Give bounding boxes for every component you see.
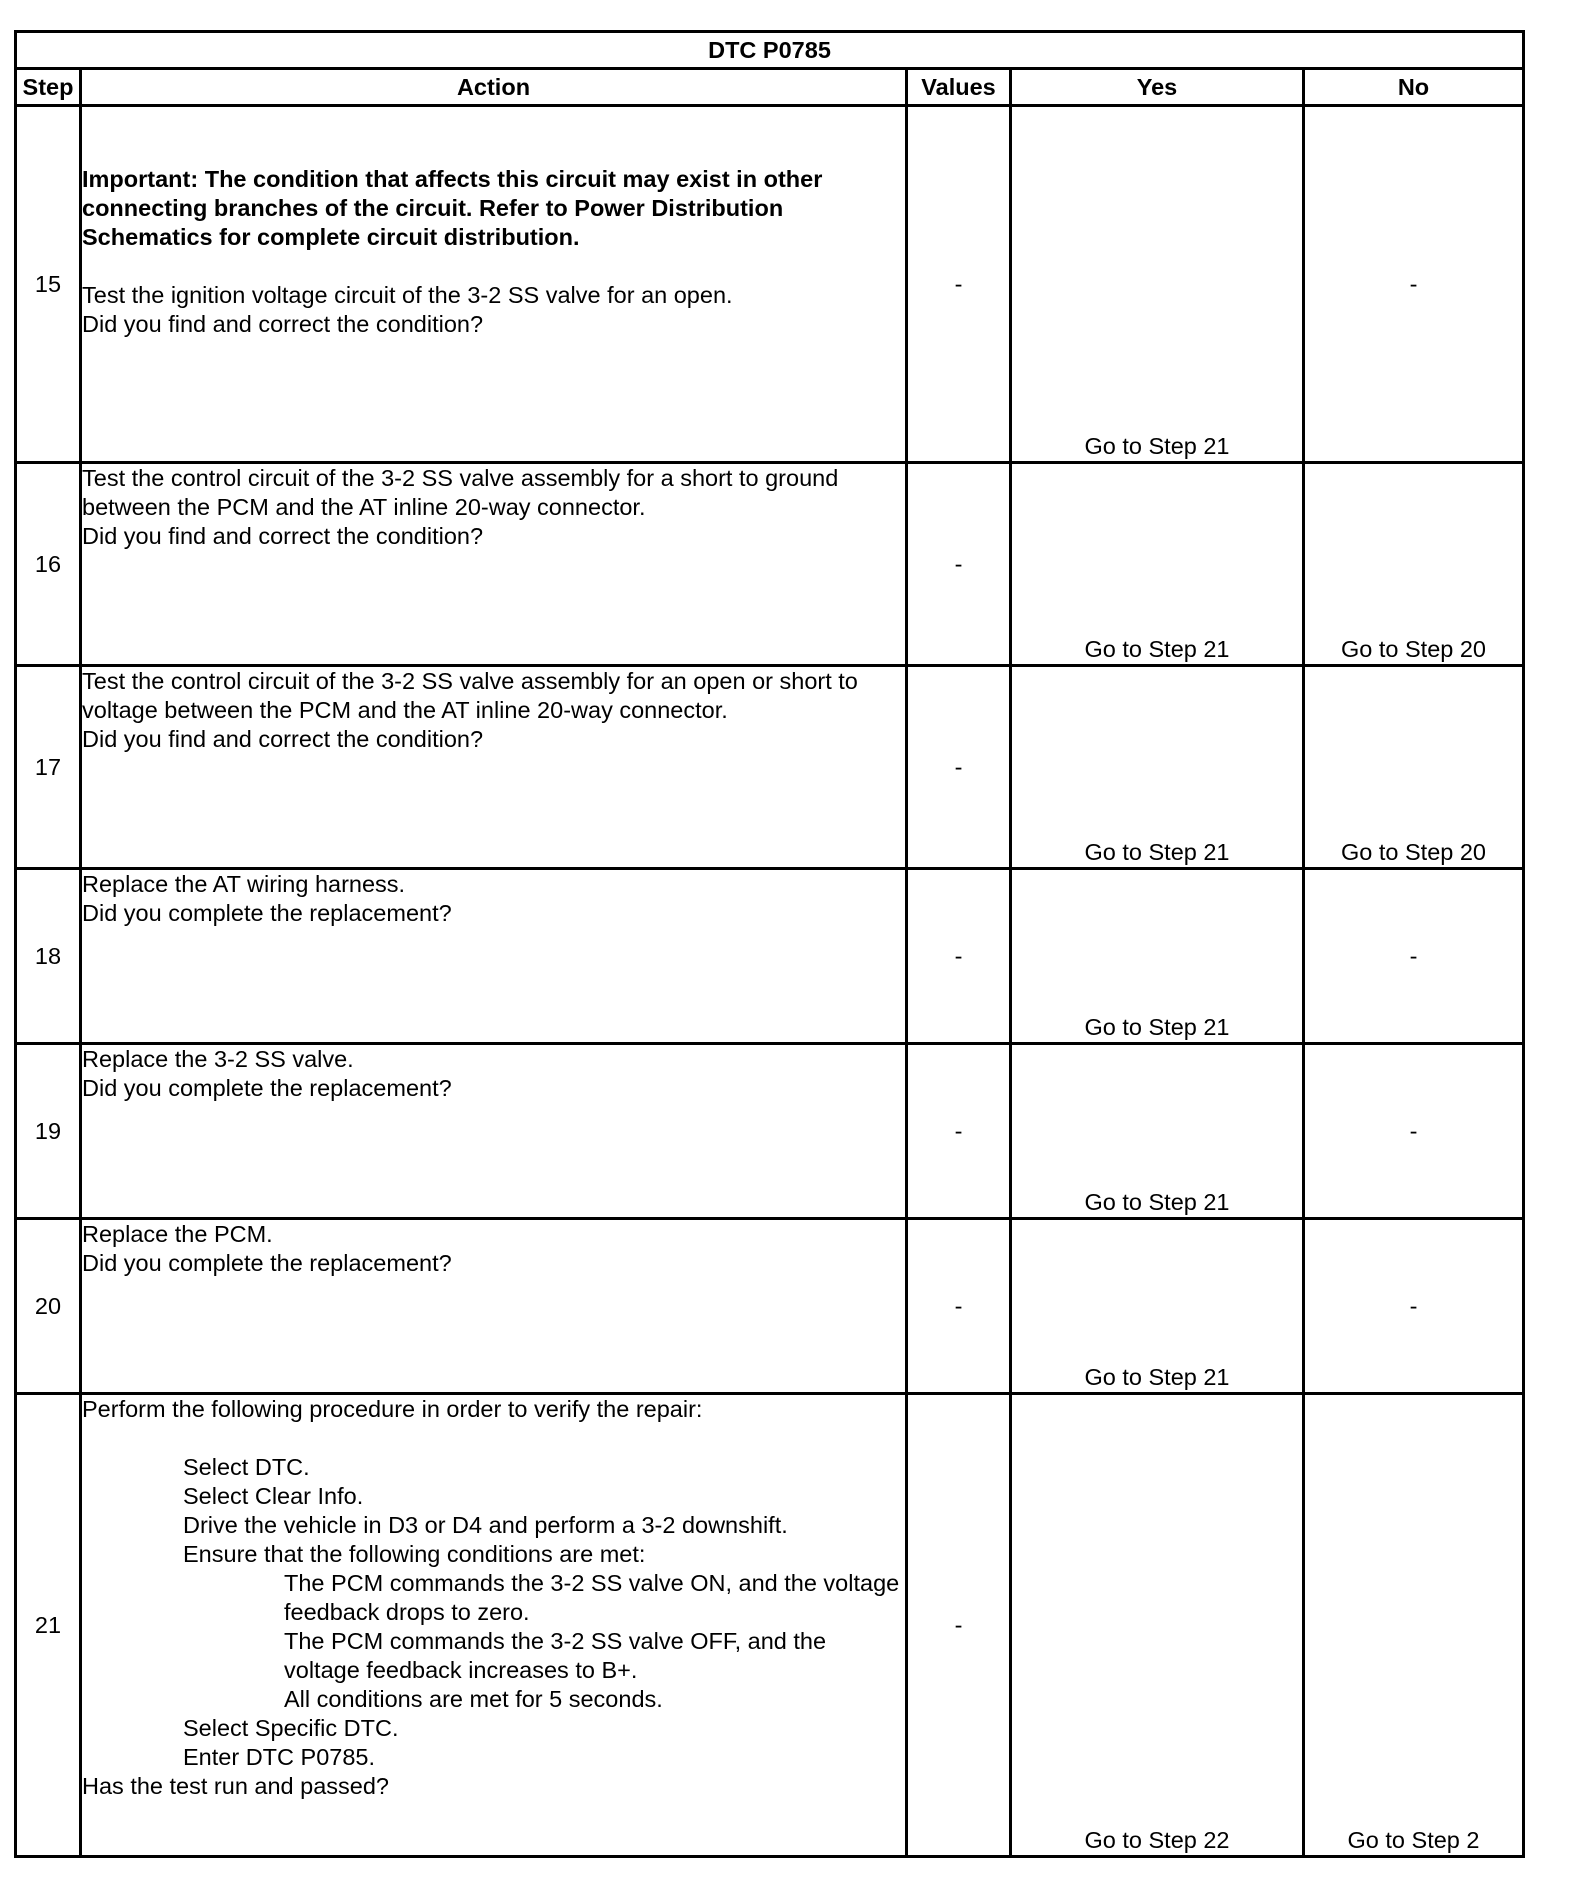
step-number: 21 (16, 1394, 81, 1857)
table-row (16, 1394, 1524, 1857)
values-cell: - (907, 1219, 1011, 1394)
procedure-condition: All conditions are met for 5 seconds. (284, 1686, 663, 1712)
table-title: DTC P0785 (16, 32, 1524, 69)
action-question: Did you find and correct the condition? (82, 523, 484, 549)
header-values: Values (907, 69, 1011, 106)
header-action: Action (81, 69, 907, 106)
no-cell: - (1304, 106, 1524, 463)
values-cell: - (907, 869, 1011, 1044)
yes-cell: Go to Step 21 (1011, 666, 1304, 869)
action-cell (81, 1219, 907, 1394)
action-text: Test the control circuit of the 3-2 SS valve assembly for a short to ground between the PCM and the AT inline 20-way connector. (82, 465, 839, 520)
yes-cell: Go to Step 22 (1011, 1394, 1304, 1857)
verification-procedure (82, 1453, 905, 1772)
procedure-step: Enter DTC P0785. (183, 1744, 376, 1770)
table-row (16, 1219, 1524, 1394)
action-question: Did you find and correct the condition? (82, 726, 484, 752)
action-text: Test the control circuit of the 3-2 SS valve assembly for an open or short to voltage between the PCM and the AT inline 20-way connector. (82, 668, 858, 723)
step-number: 17 (16, 666, 81, 869)
values-cell: - (907, 106, 1011, 463)
table-row (16, 869, 1524, 1044)
action-text: Test the ignition voltage circuit of the 3-2 SS valve for an open. (82, 282, 733, 308)
no-cell: Go to Step 20 (1304, 463, 1524, 666)
step-number: 16 (16, 463, 81, 666)
action-text: Replace the PCM. (82, 1221, 273, 1247)
action-text: Replace the 3-2 SS valve. (82, 1046, 354, 1072)
procedure-condition: The PCM commands the 3-2 SS valve OFF, and the voltage feedback increases to B+. (284, 1628, 827, 1683)
important-note: Important: The condition that affects this circuit may exist in other connecting branches of the circuit. Refer to Power Distribution Schematics for complete circuit distribution. (82, 166, 823, 250)
action-question: Did you complete the replacement? (82, 1075, 452, 1101)
step-number: 20 (16, 1219, 81, 1394)
header-no: No (1304, 69, 1524, 106)
values-cell: - (907, 463, 1011, 666)
action-question: Did you complete the replacement? (82, 1250, 452, 1276)
action-cell (81, 1394, 907, 1857)
procedure-step: Select DTC. (183, 1454, 310, 1480)
yes-cell: Go to Step 21 (1011, 463, 1304, 666)
no-cell: Go to Step 20 (1304, 666, 1524, 869)
action-cell (81, 463, 907, 666)
action-cell (81, 869, 907, 1044)
procedure-condition: The PCM commands the 3-2 SS valve ON, and the voltage feedback drops to zero. (284, 1570, 900, 1625)
procedure-step: Ensure that the following conditions are met: (183, 1541, 646, 1567)
table-row (16, 666, 1524, 869)
values-cell: - (907, 666, 1011, 869)
action-question: Did you find and correct the condition? (82, 311, 484, 337)
yes-cell: Go to Step 21 (1011, 106, 1304, 463)
procedure-step: Select Clear Info. (183, 1483, 364, 1509)
yes-cell: Go to Step 21 (1011, 1219, 1304, 1394)
action-text: Perform the following procedure in order to verify the repair: (82, 1396, 703, 1422)
values-cell: - (907, 1044, 1011, 1219)
yes-cell: Go to Step 21 (1011, 1044, 1304, 1219)
no-cell: - (1304, 1044, 1524, 1219)
table-row (16, 106, 1524, 463)
table-row (16, 1044, 1524, 1219)
header-step: Step (16, 69, 81, 106)
no-cell: - (1304, 1219, 1524, 1394)
action-cell (81, 106, 907, 463)
dtc-table (14, 30, 1525, 1858)
action-question: Has the test run and passed? (82, 1773, 390, 1799)
table-row (16, 463, 1524, 666)
action-question: Did you complete the replacement? (82, 900, 452, 926)
procedure-step: Select Specific DTC. (183, 1715, 399, 1741)
step-number: 18 (16, 869, 81, 1044)
yes-cell: Go to Step 21 (1011, 869, 1304, 1044)
no-cell: - (1304, 869, 1524, 1044)
step-number: 15 (16, 106, 81, 463)
action-cell (81, 1044, 907, 1219)
step-number: 19 (16, 1044, 81, 1219)
action-cell (81, 666, 907, 869)
header-yes: Yes (1011, 69, 1304, 106)
values-cell: - (907, 1394, 1011, 1857)
action-text: Replace the AT wiring harness. (82, 871, 406, 897)
procedure-step: Drive the vehicle in D3 or D4 and perform a 3-2 downshift. (183, 1512, 788, 1538)
no-cell: Go to Step 2 (1304, 1394, 1524, 1857)
